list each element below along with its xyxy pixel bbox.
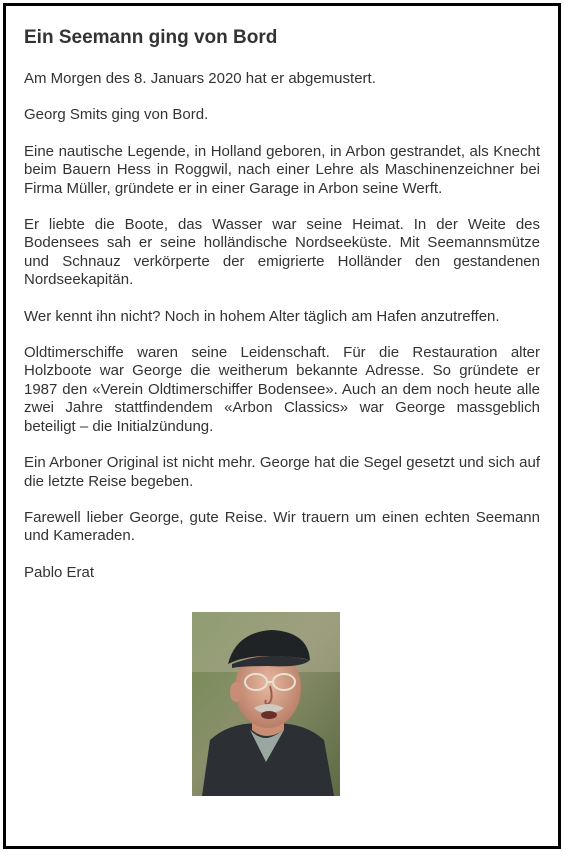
paragraph-3: Eine nautische Legende, in Holland geboren, in Arbon gestrandet, als Knecht beim Bauern Hess in Roggwil, nach einer Lehre als Maschinenzeichner bei Firma Müller, gründete er in einer Garage in Arbon seine Werft. — [24, 142, 540, 197]
paragraph-6: Oldtimerschiffe waren seine Leidenschaft. Für die Restauration alter Holzboote war George die weitherum bekannte Adresse. So gründete er 1987 den «Verein Oldtimerschiffer Bodensee». Auch an dem noch heute alle zwei Jahre stattfindendem «Arbon Classics» war George massgeblich beteiligt – die Initialzündung. — [24, 344, 540, 435]
paragraph-1: Am Morgen des 8. Januars 2020 hat er abgemustert. — [24, 70, 376, 87]
paragraph-5: Wer kennt ihn nicht? Noch in hohem Alter täglich am Hafen anzutreffen. — [24, 307, 500, 325]
portrait-photo — [192, 612, 340, 796]
paragraph-2: Georg Smits ging von Bord. — [24, 106, 209, 124]
paragraph-8: Farewell lieber George, gute Reise. Wir trauern um einen echten Seemann und Kameraden. — [24, 508, 540, 545]
signature: Pablo Erat — [24, 563, 95, 581]
article-title: Ein Seemann ging von Bord — [24, 27, 278, 48]
portrait-image — [192, 612, 340, 796]
page-frame — [3, 3, 561, 849]
article — [24, 26, 540, 600]
paragraph-7: Ein Arboner Original ist nicht mehr. George hat die Segel gesetzt und sich auf die letzte Reise begeben. — [24, 454, 540, 490]
paragraph-4: Er liebte die Boote, das Wasser war seine Heimat. In der Weite des Bodensees sah er seine holländische Nordseeküste. Mit Seemannsmütze und Schnauz verkörperte der emigrierte Holländer den gestandenen Nordseekapitän. — [24, 216, 540, 289]
